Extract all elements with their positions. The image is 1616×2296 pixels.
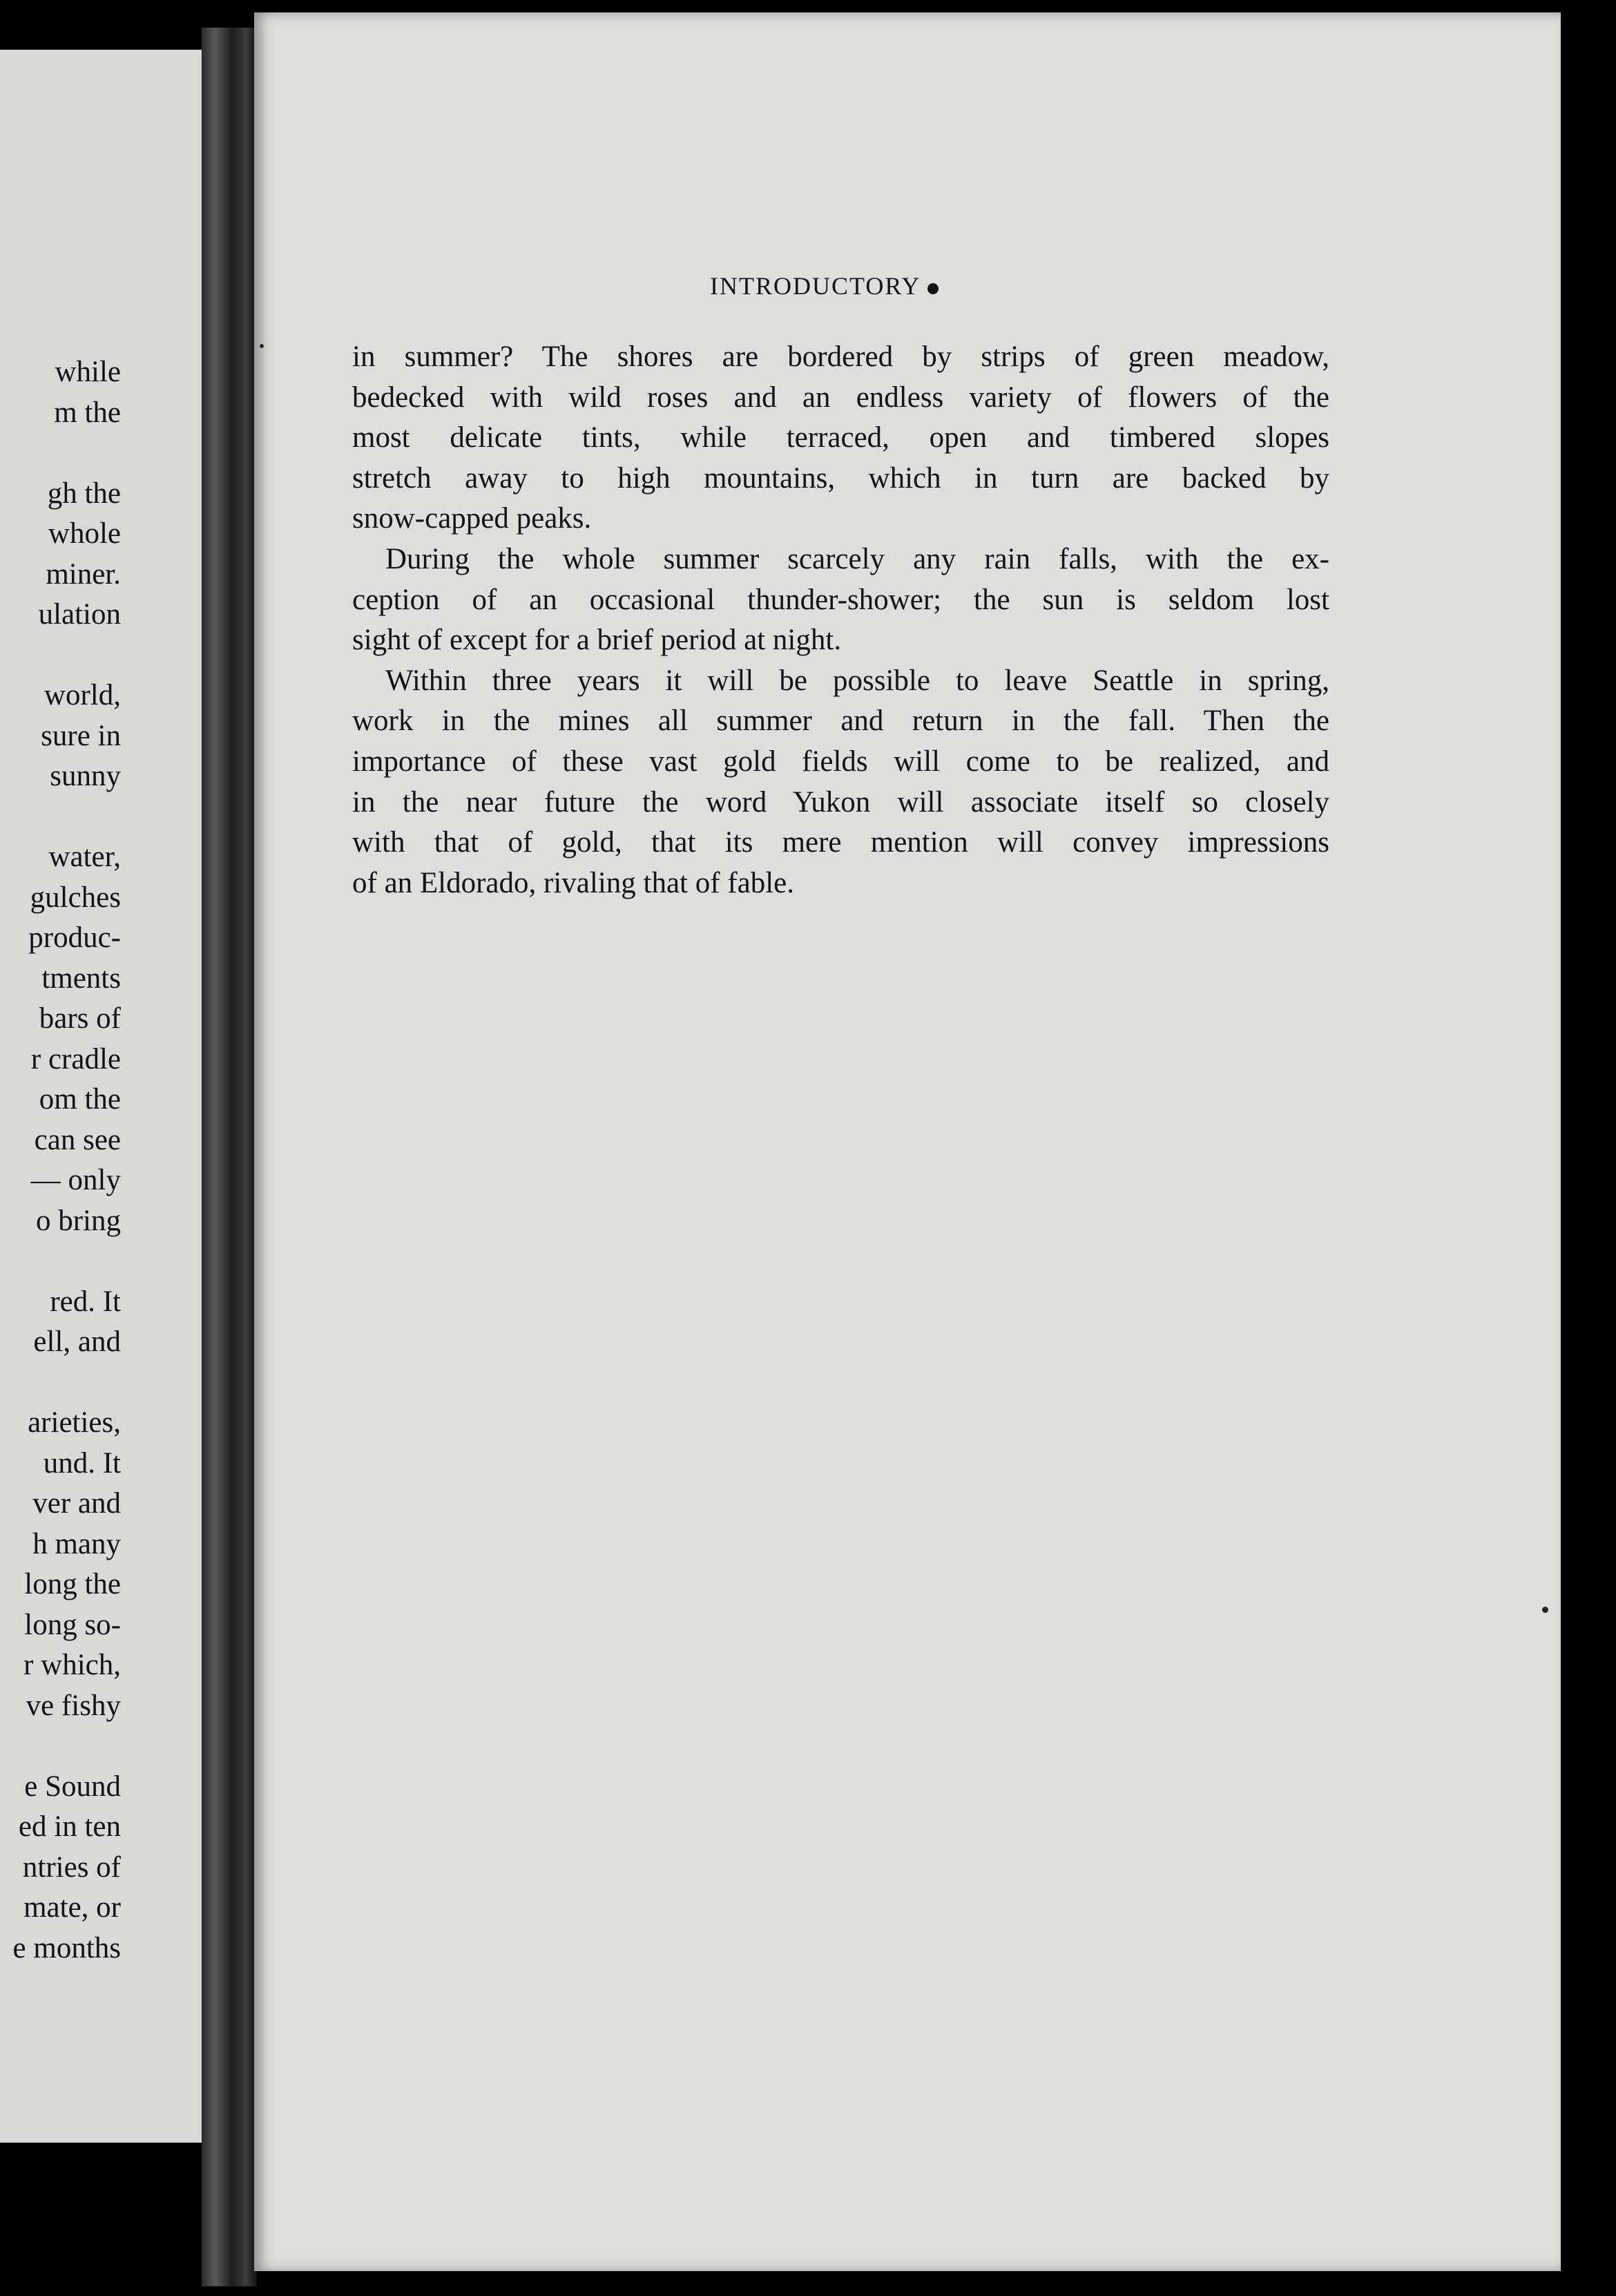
facing-page-line: — only — [30, 1164, 121, 1196]
facing-page-line: long so- — [24, 1608, 121, 1641]
ink-speck — [1542, 1607, 1548, 1613]
facing-page-line: r cradle — [30, 1042, 121, 1075]
facing-page-line: ver and — [32, 1487, 121, 1520]
facing-page-line — [13, 1363, 121, 1404]
book-gutter — [202, 28, 257, 2286]
ornament-dot-icon — [927, 283, 939, 294]
facing-page-line: mate, or — [23, 1891, 121, 1924]
facing-page-line: tments — [41, 962, 121, 995]
facing-page-line: ntries of — [22, 1850, 121, 1884]
facing-page-line: world, — [44, 679, 121, 711]
text-line: bedecked with wild roses and an endless variety of flowers of the — [352, 381, 1329, 414]
facing-page-line: e Sound — [24, 1770, 121, 1803]
facing-page-line: ed in ten — [18, 1810, 121, 1843]
facing-page-line: m the — [54, 396, 121, 429]
text-line: work in the mines all summer and return in the fall. Then the — [352, 705, 1329, 738]
text-line: Within three years it will be possible to leave Seattle in spring, — [385, 664, 1329, 697]
facing-page-line: red. It — [50, 1285, 121, 1318]
facing-page-line: produc- — [28, 921, 121, 954]
facing-page-line — [13, 1726, 121, 1767]
facing-page-line: ell, and — [33, 1326, 121, 1358]
facing-page-line: ulation — [38, 598, 121, 631]
text-line: snow-capped peaks. — [352, 502, 592, 535]
facing-page-line: om the — [39, 1083, 121, 1116]
text-line: most delicate tints, while terraced, open and timbered slopes — [352, 421, 1329, 455]
facing-page-line: whole — [48, 517, 121, 550]
facing-page-line: arieties, — [28, 1406, 121, 1439]
text-line: During the whole summer scarcely any rain falls, with the ex- — [385, 542, 1329, 575]
main-page — [254, 12, 1561, 2271]
facing-page-line — [13, 433, 121, 474]
facing-page-line: r which, — [23, 1649, 121, 1681]
facing-page-line — [13, 1241, 121, 1282]
body-text — [352, 337, 1329, 903]
facing-page-line: h many — [32, 1527, 121, 1560]
facing-page-line: while — [55, 356, 121, 388]
facing-page-line: o bring — [35, 1204, 121, 1237]
text-line: stretch away to high mountains, which in turn are backed by — [352, 461, 1329, 495]
text-line: ception of an occasional thunder-shower; the sun is seldom lost — [352, 583, 1329, 616]
text-line: sight of except for a brief period at night. — [352, 624, 842, 657]
running-head — [710, 271, 939, 300]
text-line: in the near future the word Yukon will associate itself so closely — [352, 785, 1329, 819]
facing-page-line: can see — [34, 1123, 121, 1156]
facing-page-line: e months — [12, 1931, 121, 1964]
text-line: importance of these vast gold fields will come to be realized, and — [352, 745, 1329, 778]
facing-page-line: bars of — [39, 1002, 121, 1035]
facing-page-line: gh the — [47, 477, 121, 510]
facing-page-line: water, — [48, 841, 121, 873]
facing-page-line: miner. — [46, 557, 121, 591]
facing-page-line: gulches — [30, 881, 121, 914]
text-line: of an Eldorado, rivaling that of fable. — [352, 866, 795, 899]
running-head-text: INTRODUCTORY — [710, 272, 921, 300]
text-line: in summer? The shores are bordered by strips of green meadow, — [352, 341, 1329, 373]
facing-page-line: sure in — [41, 719, 121, 752]
ink-speck — [260, 344, 264, 348]
facing-page-text — [13, 352, 121, 1969]
facing-page-line — [13, 797, 121, 838]
facing-page-line: sunny — [50, 760, 121, 792]
text-line: with that of gold, that its mere mention will convey impressions — [352, 826, 1329, 859]
facing-page-line — [13, 635, 121, 676]
facing-page-line: und. It — [43, 1446, 121, 1480]
facing-page-line: long the — [24, 1568, 121, 1600]
facing-page-line: ve fishy — [26, 1689, 121, 1722]
